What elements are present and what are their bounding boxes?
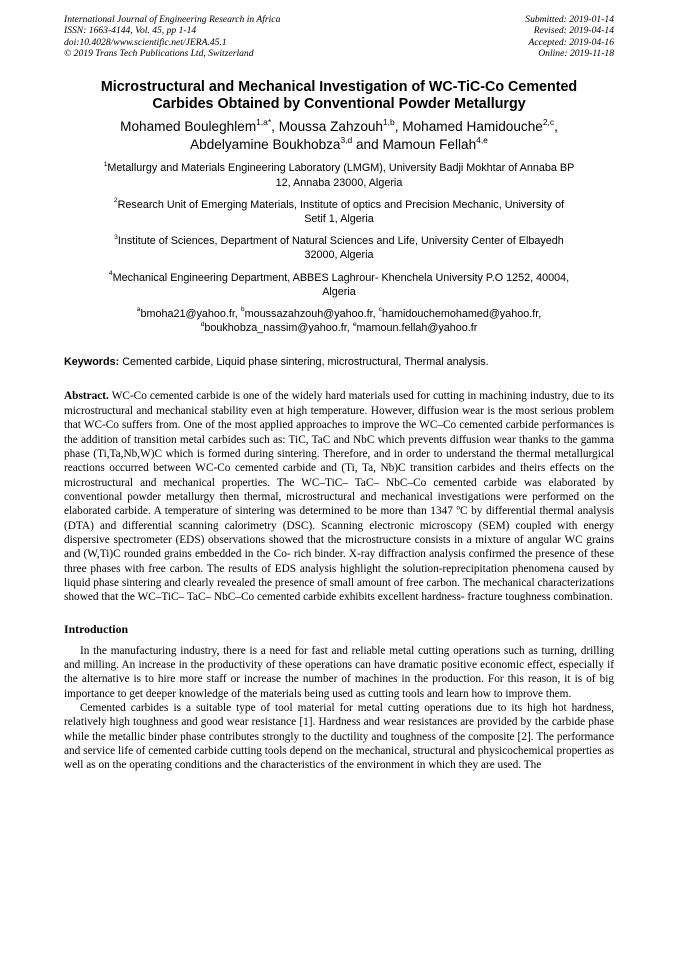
text-line: transition metal carbides such as: TiC, TaC and NbC which prevents diffusion wear thanks to the	[133, 433, 578, 446]
text-line: three phases with free carbon. The results of EDS analysis highlight the solution-reprecipitation	[64, 562, 509, 575]
text-line: hot hardness, relatively high toughness and good wear resistance [1]. Hardness and wear resistances	[64, 702, 614, 729]
paragraph	[64, 644, 614, 701]
email-sup: d	[200, 320, 205, 328]
author-affil-sup: 1,a*	[256, 116, 272, 127]
affiliation-text: Setif 1, Algeria	[304, 213, 374, 226]
dates-info	[525, 14, 614, 60]
affiliation-number: 2	[113, 197, 118, 205]
author-line	[64, 118, 614, 136]
text-line: number of machines in the production. For this reason, it is of big importance to get deeper	[64, 673, 615, 700]
email-link[interactable]: mamoun.fellah@yahoo.fr	[356, 322, 478, 335]
text-line: In the manufacturing industry, there is a need for fast and reliable metal cutting operations such	[80, 644, 525, 657]
affiliation	[64, 161, 614, 189]
author-affil-sup: 1,b	[383, 116, 395, 127]
affiliation-text: Mechanical Engineering Department, ABBES Laghrour- Khenchela University P.O 1252, 40004,	[112, 271, 570, 284]
text-line: machining industry, due to its microstructural and mechanical stability even at high temperature.	[64, 390, 615, 417]
text-line: elaborated carbide. A temperature of sintering was determined to be more than 1347 ºC by	[64, 505, 483, 518]
paragraph	[64, 701, 614, 773]
author-name: Abdelyamine Boukhobza	[190, 137, 341, 153]
affiliation-text: Institute of Sciences, Department of Natural Sciences and Life, University Center of Elbayedh	[117, 235, 564, 248]
affiliation-number: 1	[103, 160, 108, 168]
text-line: The WC–TiC– TaC– NbC–Co cemented carbide was elaborated by conventional powder	[64, 476, 614, 503]
abstract	[64, 389, 614, 604]
text-line: understand the thermal metallurgical reactions occurred between WC-Co cemented carbide and (Ti,	[64, 447, 614, 475]
text-line: free carbon. The mechanical characterizations showed that the WC–TiC– TaC– NbC–Co cemented	[64, 576, 614, 604]
author-separator: ,	[271, 119, 279, 135]
issn: ISSN: 1663-4144, Vol. 45, pp 1-14	[64, 25, 197, 37]
journal-name: International Journal of Engineering Research in Africa	[64, 14, 281, 25]
email-sup: e	[352, 320, 357, 328]
email-link[interactable]: moussazahzouh@yahoo.fr,	[244, 308, 379, 321]
author-name: Mamoun Fellah	[382, 137, 477, 153]
text-line: WC-Co cemented carbide is one of the widely hard materials used for cutting in	[108, 390, 477, 403]
paper-title	[64, 79, 614, 114]
text-line: dramatic positive economic effect, especially if the alternative is to hire more staff or increase the	[64, 658, 615, 686]
revised-date: Revised: 2019-04-14	[533, 25, 614, 37]
abstract-label: Abstract.	[64, 390, 109, 403]
affiliation-text: Research Unit of Emerging Materials, Institute of optics and Precision Mechanic, University of	[117, 198, 565, 211]
title-line: Microstructural and Mechanical Investigation of WC-TiC-Co Cemented	[100, 78, 578, 95]
email-sup: b	[240, 306, 245, 314]
keywords-text: Cemented carbide, Liquid phase sintering, microstructural, Thermal analysis.	[119, 356, 489, 369]
text-line: gamma phase (Ti,Ta,Nb,W)C which is formed during sintering. Therefore, and in order to	[64, 433, 614, 460]
title-line: Carbides Obtained by Conventional Powder Metallurgy	[152, 96, 526, 113]
text-line: differential thermal analysis (DTA) and differential scanning calorimetry (DSC). Scanning	[64, 505, 614, 532]
text-line: ductility and toughness of the composite [2]. The performance and service life of cemented carbide	[64, 730, 614, 758]
affiliation	[64, 234, 614, 262]
text-line: applied approaches to improve the WC–Co cemented carbide performances is the addition of	[64, 419, 614, 446]
affiliation-number: 3	[114, 233, 118, 241]
text-line: grains embedded in the Co- rich binder. X-ray diffraction analysis confirmed the presence of these	[164, 548, 614, 561]
author-name: Mohamed Hamidouche	[402, 119, 543, 135]
journal-info	[64, 14, 280, 60]
affiliation	[64, 271, 614, 299]
author-name: Mohamed Bouleghlem	[120, 119, 257, 135]
affiliation-text: Algeria	[322, 285, 356, 298]
text-line: Ta, Nb)C transition carbides and theirs effects on the microstructural and mechanical properties.	[64, 462, 614, 489]
text-line: phenomena caused by liquid phase sintering and clearly revealed the presence of small amount of	[64, 562, 614, 589]
text-line: carbide exhibits excellent hardness- fracture toughness combination.	[303, 591, 613, 604]
doi: doi:10.4028/www.scientific.net/JERA.45.1	[64, 36, 227, 48]
text-line: cutting tools depend on the mechanical, structural and physicochemical properties as well as on the	[64, 745, 615, 772]
submitted-date: Submitted: 2019-01-14	[525, 14, 614, 25]
email-link[interactable]: bmoha21@yahoo.fr,	[140, 308, 241, 321]
section-heading: Introduction	[64, 621, 129, 636]
author-affil-sup: 3,d	[340, 134, 353, 145]
text-line: as turning, drilling and milling. An increase in the productivity of these operations can have	[64, 644, 614, 671]
author-list	[64, 118, 614, 154]
author-line	[64, 136, 614, 154]
keywords-label: Keywords:	[64, 356, 120, 369]
online-date: Online: 2019-11-18	[538, 48, 614, 60]
email-link[interactable]: boukhobza_nassim@yahoo.fr,	[204, 322, 353, 335]
author-separator: and	[352, 137, 383, 153]
email-sup: c	[378, 306, 382, 314]
text-line: are provided by the carbide phase while the metallic binder phase contributes strongly to the	[64, 716, 614, 743]
author-separator: ,	[394, 119, 403, 135]
author-affil-sup: 4,e	[476, 134, 488, 145]
text-line: operating conditions and the characteristics of the environment in which they are used. The	[129, 759, 542, 772]
text-line: Cemented carbides is a suitable type of tool material for metal cutting operations due to its high	[80, 702, 548, 714]
affiliation-number: 4	[108, 270, 113, 278]
author-affil-sup: 2,c	[542, 116, 555, 127]
text-line: knowledge of the materials being used as cutting tools and learn how to improve them.	[178, 687, 572, 700]
email-list	[64, 307, 614, 335]
keywords	[64, 355, 614, 369]
affiliation	[64, 198, 614, 226]
text-line: metallurgy then thermal, microstructural and mechanical investigations were performed on the	[166, 490, 614, 503]
email-link[interactable]: hamidouchemohamed@yahoo.fr,	[382, 308, 542, 321]
author-name: Moussa Zahzouh	[278, 119, 383, 135]
text-line: electronic microscopy (SEM) coupled with energy dispersive spectrometer (EDS) observations	[64, 519, 614, 546]
author-separator: ,	[554, 119, 558, 135]
email-sup: a	[136, 306, 141, 314]
copyright: © 2019 Trans Tech Publications Ltd, Switzerland	[64, 48, 254, 60]
text-line: However, diffusion wear is the most serious problem that WC-Co suffers from. One of the most	[64, 404, 614, 432]
text-line: showed that the microstructure consists in a mixture of angular WC grains and (W,Ti)C rounded	[64, 533, 614, 561]
accepted-date: Accepted: 2019-04-16	[528, 36, 614, 48]
affiliation-text: 12, Annaba 23000, Algeria	[275, 176, 403, 189]
affiliation-text: 32000, Algeria	[304, 249, 374, 262]
affiliation-text: Metallurgy and Materials Engineering Laboratory (LMGM), University Badji Mokhtar of Annaba BP	[107, 162, 575, 175]
running-header	[64, 14, 614, 60]
